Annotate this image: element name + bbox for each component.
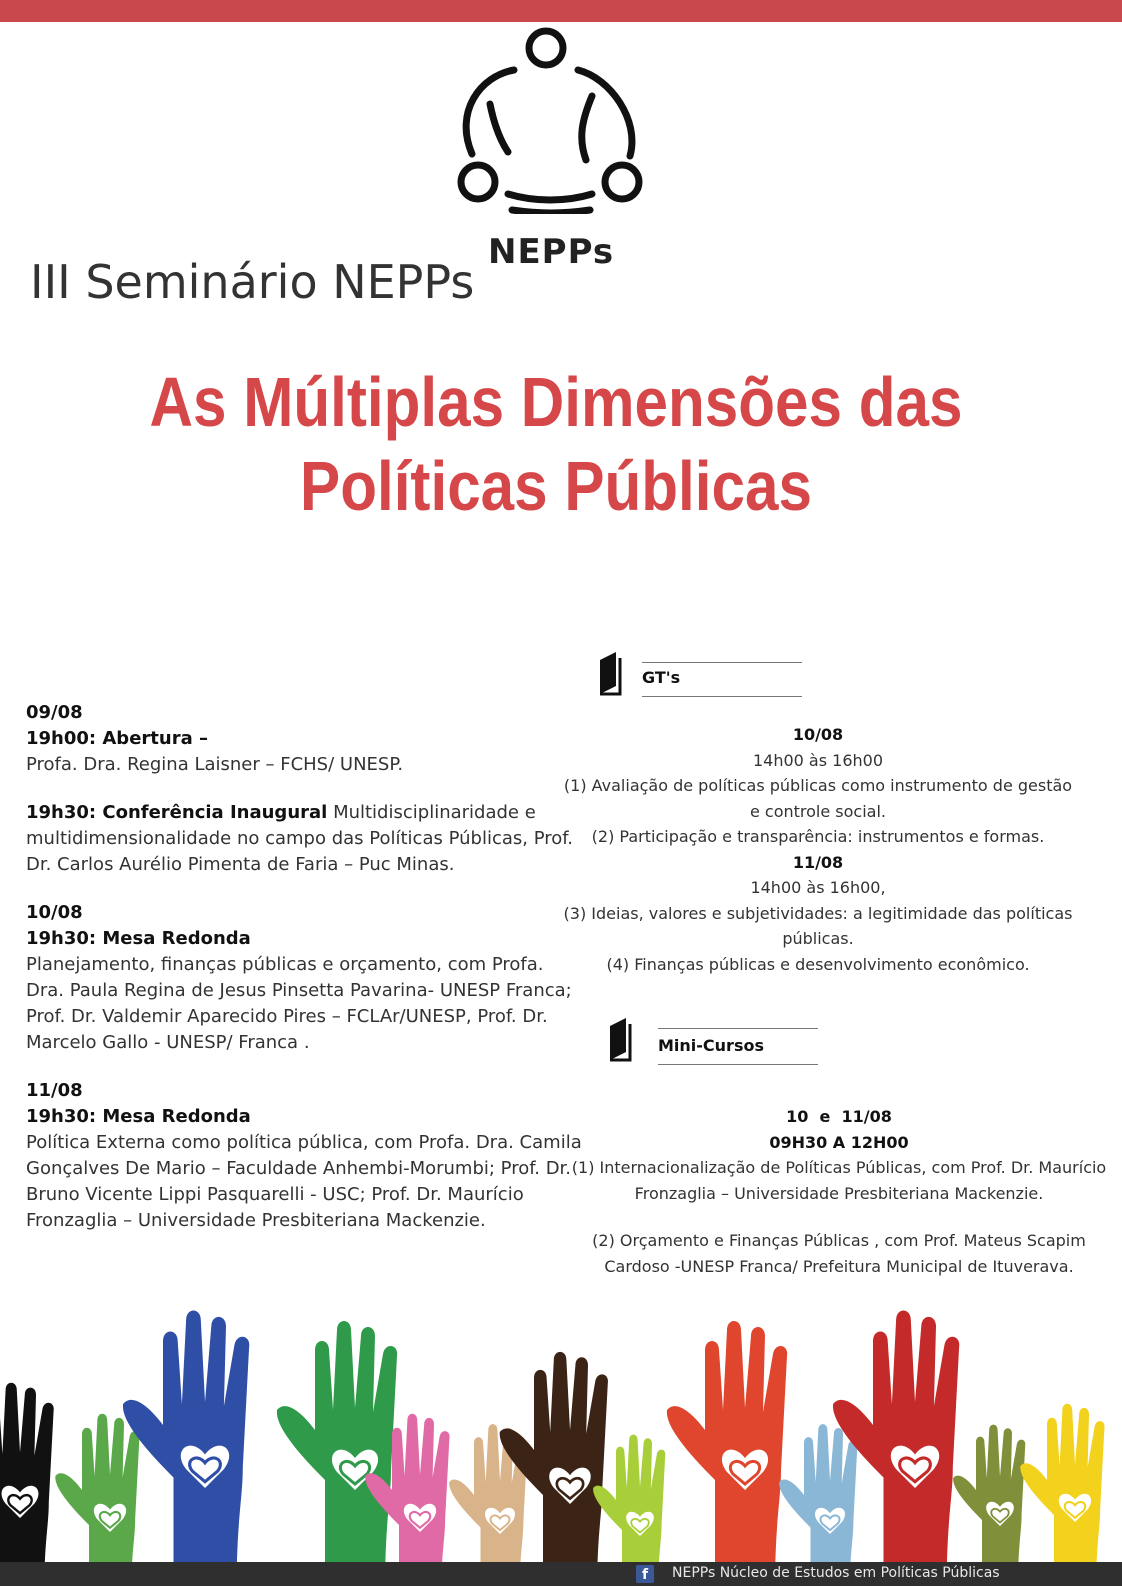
program-text: Profa. Dra. Regina Laisner – FCHS/ UNESP. — [26, 754, 404, 775]
program-text: Multidisciplinaridade e multidimensionalidade no campo das Políticas Públicas, Prof. Dr. Carlos Aurélio Pimenta de Faria – Puc Minas. — [26, 802, 574, 875]
hand-yellow-icon — [1020, 1404, 1104, 1562]
hand-green-small-icon — [55, 1414, 139, 1562]
gts-item: (1) Avaliação de políticas públicas como instrumento de gestão — [563, 776, 1073, 795]
program-time: 19h30: Mesa Redonda — [26, 1106, 251, 1127]
minicursos-label: Mini-Cursos — [658, 1036, 764, 1055]
seminar-title: III Seminário NEPPs — [30, 255, 475, 309]
minicursos-item: (2) Orçamento e Finanças Públicas , com Prof. Mateus Scapim — [592, 1231, 1086, 1250]
gts-label: GT's — [642, 668, 681, 687]
gts-date: 11/08 — [792, 852, 844, 872]
main-title-line-2: Políticas Públicas — [300, 447, 812, 525]
minicursos-item: Fronzaglia – Universidade Presbiteriana Mackenzie. — [634, 1183, 1044, 1203]
program-text: Política Externa como política pública, com Profa. Dra. Camila Gonçalves De Mario – Faculdade Anhembi-Morumbi; Prof. Dr. Bruno Vicente Lippi Pasquarelli - USC; Prof. Dr. Maurício Fronzaglia – Universidade Presbiteriana Mackenzie. — [26, 1132, 582, 1231]
nepps-logo-icon — [450, 24, 650, 214]
program-block-opening — [26, 700, 586, 778]
divider-line — [658, 1064, 818, 1065]
gts-date: 10/08 — [792, 725, 844, 744]
program-block-conference — [26, 800, 586, 878]
gts-item: e controle social. — [749, 801, 887, 821]
gts-time: 14h00 às 16h00, — [750, 878, 886, 897]
footer-bar — [0, 1562, 1122, 1586]
hand-blue-icon — [123, 1311, 249, 1562]
program-time: 19h30: Conferência Inaugural — [26, 802, 328, 823]
gts-content — [562, 722, 1074, 977]
minicursos-date: 10 e 11/08 — [786, 1107, 892, 1126]
gts-time: 14h00 às 16h00 — [752, 750, 884, 770]
program-date: 10/08 — [26, 902, 83, 923]
minicursos-time: 09H30 A 12H00 — [769, 1132, 909, 1152]
program-block-roundtable-2 — [26, 1078, 586, 1234]
minicursos-header — [606, 1016, 826, 1066]
raised-hands-illustration — [0, 1300, 1122, 1562]
gts-item: públicas. — [782, 929, 854, 948]
hand-black-icon — [0, 1383, 54, 1562]
minicursos-content — [566, 1104, 1112, 1279]
divider-line — [658, 1028, 818, 1029]
program-time: 19h00: Abertura – — [26, 728, 208, 749]
gts-item: (4) Finanças públicas e desenvolvimento econômico. — [606, 954, 1030, 974]
main-title-line-1: As Múltiplas Dimensões das — [149, 363, 963, 441]
minicursos-item: (1) Internacionalização de Políticas Públicas, com Prof. Dr. Maurício — [571, 1158, 1107, 1177]
hand-green-icon — [277, 1321, 397, 1562]
program-date: 11/08 — [26, 1080, 83, 1101]
footer-text: NEPPs Núcleo de Estudos em Políticas Públicas — [672, 1565, 1000, 1581]
top-accent-bar — [0, 0, 1122, 22]
facebook-icon[interactable]: f — [636, 1565, 654, 1583]
book-icon — [596, 650, 626, 698]
program-date: 09/08 — [26, 702, 83, 723]
gts-item: (3) Ideias, valores e subjetividades: a legitimidade das políticas — [563, 903, 1073, 923]
gts-item: (2) Participação e transparência: instrumentos e formas. — [591, 827, 1045, 846]
hand-olive-icon — [953, 1425, 1025, 1562]
divider-line — [642, 696, 802, 697]
gts-header — [596, 650, 806, 700]
book-icon — [606, 1016, 636, 1064]
logo-wordmark: NEPPs — [488, 232, 615, 272]
program-time: 19h30: Mesa Redonda — [26, 928, 251, 949]
divider-line — [642, 662, 802, 663]
program-schedule — [26, 700, 586, 1256]
main-title — [78, 360, 1034, 528]
program-block-roundtable-1 — [26, 900, 586, 1056]
hand-lightblue-icon — [779, 1424, 857, 1562]
hand-red-icon — [667, 1321, 787, 1562]
minicursos-item: Cardoso -UNESP Franca/ Prefeitura Municipal de Ituverava. — [604, 1256, 1074, 1276]
program-text: Planejamento, finanças públicas e orçamento, com Profa. Dra. Paula Regina de Jesus Pinsetta Pavarina- UNESP Franca; Prof. Dr. Valdemir Aparecido Pires – FCLAr/UNESP, Prof. Dr. Marcelo Gallo - UNESP/ Franca . — [26, 954, 572, 1053]
